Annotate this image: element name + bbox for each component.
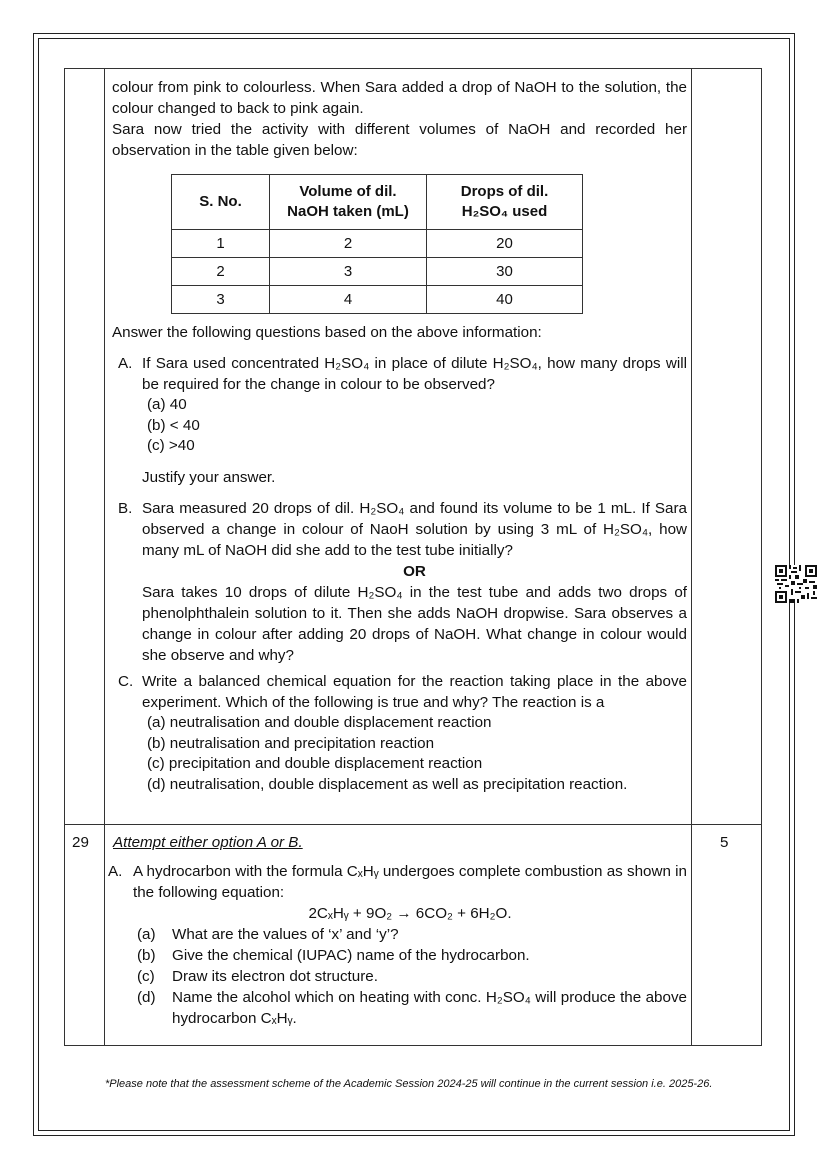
q29-marks: 5 — [720, 834, 729, 851]
or-separator: OR — [403, 563, 426, 580]
table-cell: 20 — [427, 230, 583, 258]
q29-part-a-label: A. — [108, 863, 123, 880]
table-cell: 40 — [427, 286, 583, 314]
header-drops-line2: H₂SO₄ used — [461, 203, 548, 220]
q28-part-b-question — [118, 498, 687, 561]
header-drops-line1: Drops of dil. — [460, 183, 549, 200]
subpart-text: Give the chemical (IUPAC) name of the hydrocarbon. — [172, 947, 530, 964]
table-row — [172, 286, 583, 314]
table-cell: 3 — [270, 258, 427, 286]
table-row — [172, 258, 583, 286]
option-item: (a) 40 — [147, 396, 187, 413]
q28-part-c-question — [118, 671, 687, 713]
q29-part-a-question — [108, 861, 687, 903]
footnote: *Please note that the assessment scheme of the Academic Session 2024-25 will continue in the current session i.e. 2025-26. — [105, 1078, 713, 1090]
table-row — [172, 230, 583, 258]
q28-part-b — [118, 498, 687, 666]
q28-intro-2: Sara now tried the activity with different volumes of NaOH and recorded her observation in the table given below: — [112, 121, 687, 159]
option-item: (a) neutralisation and double displacement reaction — [147, 714, 492, 731]
table-header-row — [172, 175, 583, 230]
table-divider-marks — [691, 68, 692, 1046]
q28-part-b-text1: Sara measured 20 drops of dil. H₂SO₄ and found its volume to be 1 mL. If Sara observed a change in colour of NaoH solution by using 3 mL of H₂SO₄, how many mL of NaOH did she add to the test tube initially? — [142, 500, 687, 559]
q28-part-c — [118, 671, 687, 795]
subpart-label: (a) — [137, 926, 156, 943]
header-sno: S. No. — [172, 175, 270, 230]
combustion-equation: 2CₓHᵧ + 9O₂ → 6CO₂ + 6H₂O. — [308, 905, 512, 922]
subpart-item — [137, 987, 687, 1029]
table-border-bottom — [64, 1045, 762, 1046]
header-volume — [270, 175, 427, 230]
table-row-divider — [64, 824, 762, 825]
option-item: (b) neutralisation and precipitation reaction — [147, 734, 435, 752]
header-drops — [427, 175, 583, 230]
table-cell: 3 — [172, 286, 270, 314]
q28-justify: Justify your answer. — [142, 468, 276, 486]
table-cell: 30 — [427, 258, 583, 286]
q28-part-a-text: If Sara used concentrated H₂SO₄ in place of dilute H₂SO₄, how many drops will be required for the change in colour to be observed? — [142, 355, 687, 393]
q28-part-b-text2: Sara takes 10 drops of dilute H₂SO₄ in the test tube and adds two drops of phenolphthalein solution to it. Then she adds NaOH dropwise. Sara observes a change in colour after adding 20 drops of NaOH. What change in colour would she observe and why? — [142, 584, 687, 664]
option-item: (d) neutralisation, double displacement as well as precipitation reaction. — [147, 775, 628, 793]
answer-prompt: Answer the following questions based on the above information: — [112, 324, 542, 341]
subpart-item — [137, 945, 687, 966]
q28-part-b-label: B. — [118, 500, 133, 517]
header-volume-line2: NaOH taken (mL) — [287, 203, 409, 220]
header-volume-line1: Volume of dil. — [299, 183, 397, 200]
q28-intro-1: colour from pink to colourless. When Sara added a drop of NaOH to the solution, the colour changed to back to pink again. — [112, 79, 687, 117]
q28-part-a — [118, 353, 687, 488]
table-cell: 4 — [270, 286, 427, 314]
table-cell: 1 — [172, 230, 270, 258]
q28-part-c-text: Write a balanced chemical equation for the reaction taking place in the above experiment. Which of the following is true and why? The reaction is a — [142, 673, 687, 711]
subpart-item — [137, 924, 687, 945]
q28-part-c-options — [147, 713, 687, 795]
subpart-text: Name the alcohol which on heating with conc. H₂SO₄ will produce the above hydrocarbon CₓHᵧ. — [172, 989, 687, 1027]
subpart-text: Draw its electron dot structure. — [172, 968, 378, 985]
q28-part-c-label: C. — [118, 673, 134, 690]
qr-code-icon — [775, 565, 817, 603]
q28-part-a-label: A. — [118, 355, 133, 372]
q29-instruction: Attempt either option A or B. — [113, 834, 303, 851]
table-border-left — [64, 68, 65, 1046]
table-divider-number — [104, 68, 105, 1046]
subpart-item — [137, 966, 687, 987]
subpart-label: (d) — [137, 989, 156, 1006]
q28-part-a-question — [118, 353, 687, 395]
q28-part-a-options — [147, 395, 687, 457]
q29-subparts — [137, 924, 687, 1029]
subpart-label: (b) — [137, 947, 156, 964]
option-item: (b) < 40 — [147, 416, 200, 434]
table-border-top — [64, 68, 762, 69]
subpart-text: What are the values of ‘x’ and ‘y’? — [172, 926, 399, 943]
observation-table — [171, 174, 583, 314]
q28-body — [112, 77, 687, 161]
table-border-right — [761, 68, 762, 1046]
option-item: (c) precipitation and double displacement reaction — [147, 755, 483, 773]
option-item: (c) >40 — [147, 437, 195, 455]
q29-part-a — [108, 861, 687, 1029]
q29-part-a-text: A hydrocarbon with the formula CₓHᵧ undergoes complete combustion as shown in the following equation: — [133, 863, 687, 901]
table-cell: 2 — [270, 230, 427, 258]
subpart-label: (c) — [137, 968, 155, 985]
q29-number: 29 — [72, 834, 89, 851]
table-cell: 2 — [172, 258, 270, 286]
